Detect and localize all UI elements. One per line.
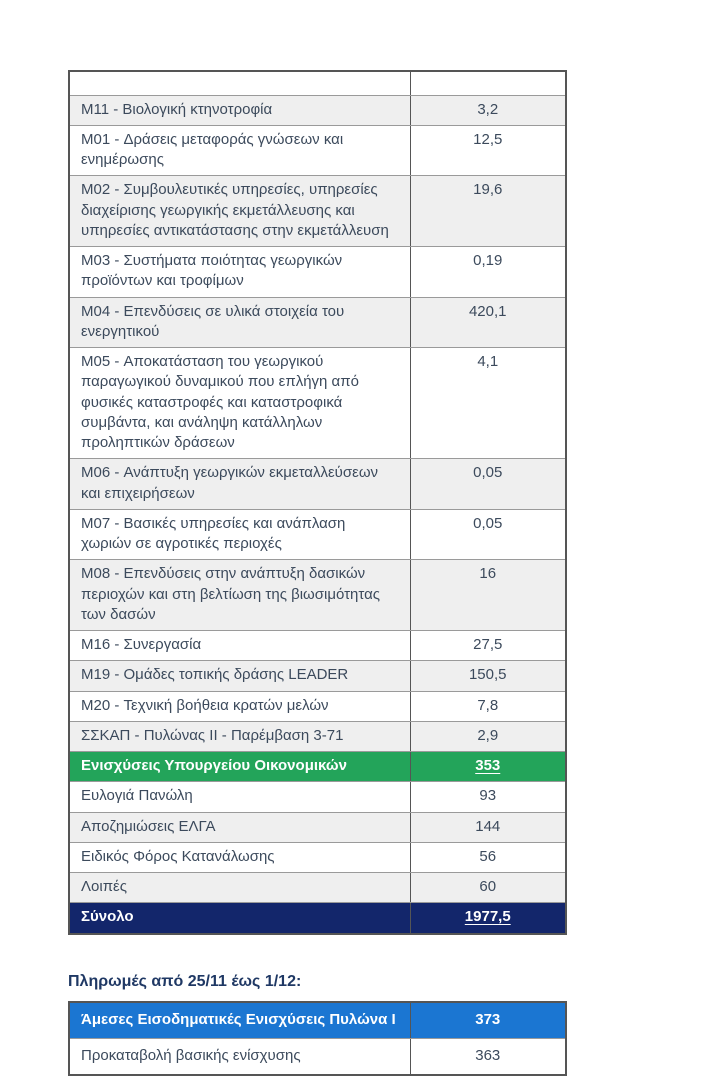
measure-value: 4,1 bbox=[410, 348, 566, 459]
measure-label: M19 - Ομάδες τοπικής δράσης LEADER bbox=[69, 661, 410, 691]
measure-value: 150,5 bbox=[410, 661, 566, 691]
table-row bbox=[69, 125, 566, 176]
table-row bbox=[69, 95, 566, 125]
table-row bbox=[69, 631, 566, 661]
measure-label: Ευλογιά Πανώλη bbox=[69, 782, 410, 812]
measure-value: 0,19 bbox=[410, 247, 566, 298]
measure-label: Ειδικός Φόρος Κατανάλωσης bbox=[69, 842, 410, 872]
measure-label: M02 - Συμβουλευτικές υπηρεσίες, υπηρεσίες διαχείρισης γεωργικής εκμετάλλευσης και υπηρεσίες αντικατάστασης στην εκμετάλλευση bbox=[69, 176, 410, 247]
measure-value: 93 bbox=[410, 782, 566, 812]
measure-label: M01 - Δράσεις μεταφοράς γνώσεων και ενημέρωσης bbox=[69, 125, 410, 176]
header-value-cell bbox=[410, 71, 566, 95]
measure-label: M06 - Ανάπτυξη γεωργικών εκμεταλλεύσεων και επιχειρήσεων bbox=[69, 459, 410, 510]
table-row bbox=[69, 842, 566, 872]
payments-header-row bbox=[69, 1002, 566, 1039]
payments-table bbox=[68, 1001, 567, 1076]
table-row bbox=[69, 691, 566, 721]
measure-label: ΣΣΚΑΠ - Πυλώνας II - Παρέμβαση 3-71 bbox=[69, 721, 410, 751]
table-row bbox=[69, 721, 566, 751]
table-row bbox=[69, 348, 566, 459]
measure-value: 2,9 bbox=[410, 721, 566, 751]
measure-value: 12,5 bbox=[410, 125, 566, 176]
measure-label: M05 - Αποκατάσταση του γεωργικού παραγωγικού δυναμικού που επλήγη από φυσικές καταστροφές και καταστροφικά συμβάντα, και ανάληψη κατάλληλων προληπτικών δράσεων bbox=[69, 348, 410, 459]
header-label-cell bbox=[69, 71, 410, 95]
measure-value: 56 bbox=[410, 842, 566, 872]
table-row-total bbox=[69, 903, 566, 934]
table-row bbox=[69, 560, 566, 631]
measure-label: M03 - Συστήματα ποιότητας γεωργικών προϊόντων και τροφίμων bbox=[69, 247, 410, 298]
table-row bbox=[69, 873, 566, 903]
measure-value: 353 bbox=[410, 752, 566, 782]
table-row bbox=[69, 782, 566, 812]
measure-value: 7,8 bbox=[410, 691, 566, 721]
payment-label: Προκαταβολή βασικής ενίσχυσης bbox=[69, 1038, 410, 1075]
table-row-ministry-finance-highlight bbox=[69, 752, 566, 782]
measure-value: 19,6 bbox=[410, 176, 566, 247]
measure-value: 16 bbox=[410, 560, 566, 631]
measure-label: M04 - Επενδύσεις σε υλικά στοιχεία του ενεργητικού bbox=[69, 297, 410, 348]
table-row bbox=[69, 459, 566, 510]
budget-table bbox=[68, 70, 567, 935]
measure-label: M16 - Συνεργασία bbox=[69, 631, 410, 661]
table-row bbox=[69, 509, 566, 560]
measure-label: M20 - Τεχνική βοήθεια κρατών μελών bbox=[69, 691, 410, 721]
table-row bbox=[69, 661, 566, 691]
table-row bbox=[69, 297, 566, 348]
measure-value: 0,05 bbox=[410, 509, 566, 560]
table-header-row bbox=[69, 71, 566, 95]
measure-value: 27,5 bbox=[410, 631, 566, 661]
measure-label: M07 - Βασικές υπηρεσίες και ανάπλαση χωριών σε αγροτικές περιοχές bbox=[69, 509, 410, 560]
measure-label: Αποζημιώσεις ΕΛΓΑ bbox=[69, 812, 410, 842]
measure-value: 0,05 bbox=[410, 459, 566, 510]
measure-value: 60 bbox=[410, 873, 566, 903]
table-row bbox=[69, 176, 566, 247]
measure-value: 144 bbox=[410, 812, 566, 842]
total-value: 1977,5 bbox=[410, 903, 566, 934]
payment-label: Άμεσες Εισοδηματικές Ενισχύσεις Πυλώνα I bbox=[69, 1002, 410, 1039]
table-row bbox=[69, 812, 566, 842]
payment-value: 363 bbox=[410, 1038, 566, 1075]
measure-label: Ενισχύσεις Υπουργείου Οικονομικών bbox=[69, 752, 410, 782]
payments-section-heading: Πληρωμές από 25/11 έως 1/12: bbox=[68, 973, 724, 991]
total-label: Σύνολο bbox=[69, 903, 410, 934]
payment-value: 373 bbox=[410, 1002, 566, 1039]
table-row bbox=[69, 1038, 566, 1075]
measure-label: M08 - Επενδύσεις στην ανάπτυξη δασικών περιοχών και στη βελτίωση της βιωσιμότητας των δασών bbox=[69, 560, 410, 631]
measure-label: M11 - Βιολογική κτηνοτροφία bbox=[69, 95, 410, 125]
measure-label: Λοιπές bbox=[69, 873, 410, 903]
measure-value: 420,1 bbox=[410, 297, 566, 348]
table-row bbox=[69, 247, 566, 298]
measure-value: 3,2 bbox=[410, 95, 566, 125]
